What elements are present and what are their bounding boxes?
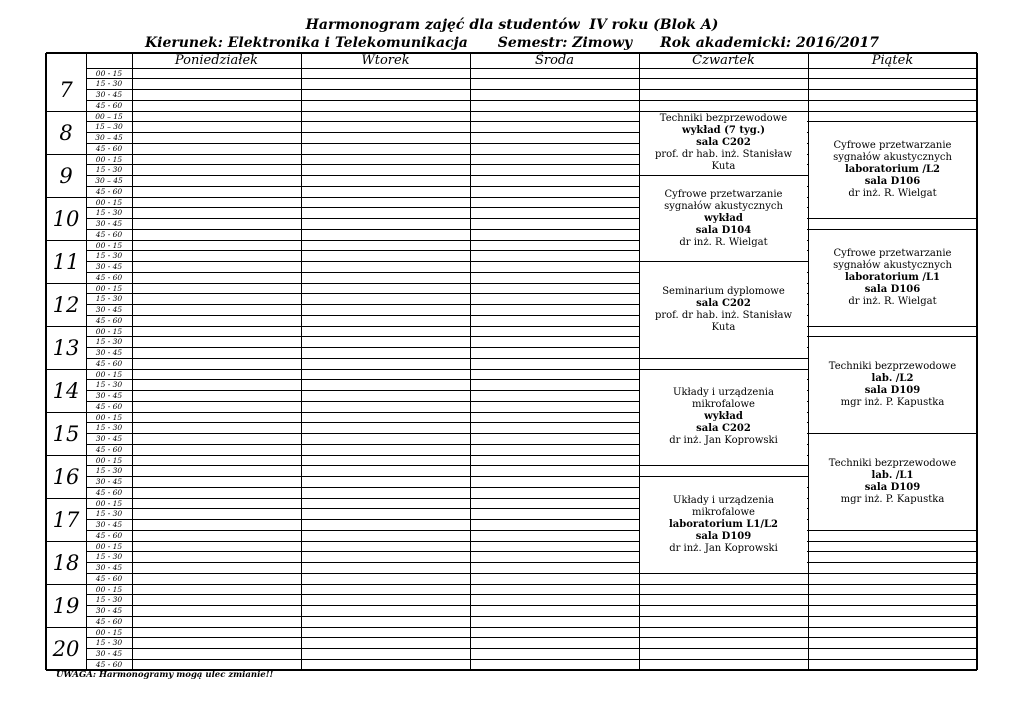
quarter-label: 30 - 45: [95, 606, 123, 616]
event-text: dr inż. Jan Koprowski: [669, 542, 778, 554]
event-detail: wykład: [704, 411, 743, 423]
hour-label: 15: [52, 421, 80, 446]
grid-line: [808, 530, 977, 531]
schedule-title: Harmonogram zajęć dla studentów IV roku (Blok A): [305, 17, 719, 33]
grid-line: [46, 541, 977, 542]
hour-label: 9: [59, 163, 73, 188]
event-text: Techniki bezprzewodowe: [659, 113, 788, 125]
grid-line: [639, 358, 808, 359]
hour-label: 7: [59, 77, 73, 102]
class-event: [809, 434, 977, 530]
day-header: Piątek: [871, 53, 914, 68]
quarter-label: 30 – 45: [95, 133, 123, 143]
quarter-label: 00 - 15: [95, 68, 123, 78]
schedule-grid: [46, 53, 977, 670]
quarter-label: 00 - 15: [95, 369, 123, 379]
event-text: dr inż. R. Wielgat: [679, 236, 768, 248]
event-text: dr inż. Jan Koprowski: [669, 435, 778, 447]
event-text: prof. dr hab. inż. Stanisław Kuta: [654, 309, 793, 333]
quarter-label: 30 - 45: [95, 563, 123, 573]
grid-line: [639, 476, 808, 477]
hour-label: 12: [52, 292, 80, 317]
quarter-label: 45 - 60: [95, 616, 123, 626]
quarter-label: 15 - 30: [95, 79, 123, 89]
quarter-label: 45 - 60: [95, 573, 123, 583]
grid-line: [808, 218, 977, 219]
event-detail: sala D106: [864, 283, 921, 295]
grid-line: [301, 53, 302, 670]
grid-line: [639, 175, 808, 176]
event-text: dr inż. R. Wielgat: [848, 188, 937, 200]
event-text: Cyfrowe przetwarzanie sygnałów akustycznych: [833, 140, 952, 164]
quarter-label: 00 - 15: [95, 240, 123, 250]
grid-line: [86, 659, 977, 660]
event-detail: sala C202: [696, 297, 751, 309]
grid-line: [46, 111, 977, 112]
event-detail: laboratorium /L2: [844, 164, 940, 176]
grid-line: [86, 89, 977, 90]
quarter-label: 00 - 15: [95, 584, 123, 594]
quarter-label: 00 - 15: [95, 154, 123, 164]
grid-line: [46, 627, 977, 628]
event-text: Cyfrowe przetwarzanie sygnałów akustycznych: [833, 247, 952, 271]
quarter-label: 30 - 45: [95, 90, 123, 100]
event-text: dr inż. R. Wielgat: [848, 295, 937, 307]
event-text: Układy i urządzenia mikrofalowe: [673, 387, 774, 411]
quarter-label: 00 - 15: [95, 627, 123, 637]
quarter-label: 00 – 15: [95, 111, 123, 121]
quarter-label: 45 - 60: [95, 659, 123, 669]
event-text: Seminarium dyplomowe: [662, 285, 785, 297]
grid-line: [86, 605, 977, 606]
hour-label: 8: [59, 120, 73, 145]
hour-label: 18: [52, 550, 80, 575]
quarter-label: 45 - 60: [95, 401, 123, 411]
event-detail: sala D104: [695, 224, 752, 236]
hour-label: 10: [52, 206, 80, 231]
quarter-label: 15 - 30: [95, 337, 123, 347]
quarter-label: 15 - 30: [95, 509, 123, 519]
hour-label: 20: [52, 636, 80, 661]
quarter-label: 30 - 45: [95, 477, 123, 487]
grid-line: [639, 261, 808, 262]
quarter-label: 00 - 15: [95, 541, 123, 551]
hour-label: 13: [52, 335, 80, 360]
grid-line: [808, 336, 977, 337]
grid-line: [639, 111, 808, 112]
class-event: [809, 337, 977, 433]
quarter-label: 30 - 45: [95, 649, 123, 659]
event-text: prof. dr hab. inż. Stanisław Kuta: [654, 149, 793, 173]
quarter-label: 45 - 60: [95, 186, 123, 196]
class-event: [640, 176, 808, 261]
quarter-label: 00 - 15: [95, 412, 123, 422]
hour-label: 11: [52, 249, 80, 274]
day-header: Czwartek: [692, 53, 755, 68]
grid-line: [808, 121, 977, 122]
hour-label: 17: [52, 507, 80, 532]
schedule-subtitle: [0, 35, 1024, 51]
quarter-label: 15 - 30: [95, 423, 123, 433]
grid-line: [46, 584, 977, 585]
quarter-label: 00 - 15: [95, 498, 123, 508]
class-event: [640, 477, 808, 573]
event-detail: sala D109: [864, 481, 921, 493]
quarter-label: 15 - 30: [95, 165, 123, 175]
grid-line: [976, 53, 977, 670]
quarter-label: 45 - 60: [95, 487, 123, 497]
grid-line: [86, 573, 977, 574]
day-header: Środa: [534, 53, 575, 68]
quarter-label: 15 - 30: [95, 595, 123, 605]
event-detail: sala D109: [864, 385, 921, 397]
quarter-label: 45 - 60: [95, 358, 123, 368]
quarter-label: 00 - 15: [95, 197, 123, 207]
quarter-label: 15 - 30: [95, 466, 123, 476]
class-event: [640, 112, 808, 176]
grid-line: [86, 594, 977, 595]
event-detail: sala D109: [695, 530, 752, 542]
quarter-label: 45 - 60: [95, 530, 123, 540]
field-label: Kierunek: Elektronika i Telekomunikacja: [144, 35, 468, 51]
semester-label: Semestr: Zimowy: [497, 35, 633, 51]
quarter-label: 30 - 45: [95, 348, 123, 358]
event-detail: sala D106: [864, 176, 921, 188]
grid-line: [86, 551, 977, 552]
grid-line: [86, 78, 977, 79]
grid-line: [86, 637, 977, 638]
hour-label: 16: [52, 464, 80, 489]
quarter-label: 15 - 30: [95, 294, 123, 304]
grid-line: [86, 616, 977, 617]
quarter-label: 30 - 45: [95, 391, 123, 401]
class-event: [640, 262, 808, 358]
quarter-label: 00 - 15: [95, 455, 123, 465]
quarter-label: 45 - 60: [95, 315, 123, 325]
class-event: [640, 370, 808, 466]
quarter-label: 15 - 30: [95, 208, 123, 218]
quarter-label: 45 - 60: [95, 229, 123, 239]
quarter-label: 15 - 30: [95, 552, 123, 562]
class-event: [809, 230, 977, 326]
event-text: Techniki bezprzewodowe: [828, 457, 957, 469]
event-detail: lab. /L2: [871, 373, 914, 385]
grid-line: [470, 53, 471, 670]
day-header: Poniedziałek: [174, 53, 259, 68]
grid-line: [639, 369, 808, 370]
quarter-label: 30 - 45: [95, 219, 123, 229]
academic-year-label: Rok akademicki: 2016/2017: [660, 35, 880, 51]
quarter-label: 30 - 45: [95, 520, 123, 530]
quarter-label: 45 - 60: [95, 444, 123, 454]
class-event: [809, 122, 977, 218]
grid-line: [86, 100, 977, 101]
grid-line: [639, 573, 808, 574]
day-header: Wtorek: [361, 53, 410, 68]
grid-line: [808, 229, 977, 230]
quarter-label: 15 – 30: [95, 122, 123, 132]
quarter-label: 45 - 60: [95, 143, 123, 153]
grid-line: [86, 648, 977, 649]
quarter-label: 30 - 45: [95, 262, 123, 272]
event-text: mgr inż. P. Kapustka: [840, 493, 945, 505]
quarter-label: 15 - 30: [95, 638, 123, 648]
quarter-label: 00 - 15: [95, 283, 123, 293]
event-detail: sala C202: [696, 137, 751, 149]
quarter-label: 45 - 60: [95, 100, 123, 110]
event-text: mgr inż. P. Kapustka: [840, 397, 945, 409]
quarter-label: 30 - 45: [95, 434, 123, 444]
grid-line: [86, 562, 977, 563]
event-text: Cyfrowe przetwarzanie sygnałów akustycznych: [664, 188, 783, 212]
event-text: Techniki bezprzewodowe: [828, 361, 957, 373]
event-detail: laboratorium L1/L2: [668, 518, 778, 530]
grid-line: [808, 433, 977, 434]
event-detail: wykład: [704, 212, 743, 224]
event-detail: laboratorium /L1: [844, 271, 940, 283]
event-detail: wykład (7 tyg.): [682, 125, 765, 137]
quarter-label: 15 - 30: [95, 380, 123, 390]
hour-label: 14: [52, 378, 80, 403]
event-text: Układy i urządzenia mikrofalowe: [673, 494, 774, 518]
quarter-label: 30 - 45: [95, 305, 123, 315]
quarter-label: 30 – 45: [95, 176, 123, 186]
hour-label: 19: [52, 593, 80, 618]
grid-line: [639, 465, 808, 466]
event-detail: sala C202: [696, 423, 751, 435]
quarter-label: 15 - 30: [95, 251, 123, 261]
footer-note: UWAGA: Harmonogramy mogą ulec zmianie!!: [56, 670, 274, 680]
grid-line: [808, 326, 977, 327]
event-detail: lab. /L1: [871, 469, 914, 481]
quarter-label: 00 - 15: [95, 326, 123, 336]
quarter-label: 45 - 60: [95, 272, 123, 282]
